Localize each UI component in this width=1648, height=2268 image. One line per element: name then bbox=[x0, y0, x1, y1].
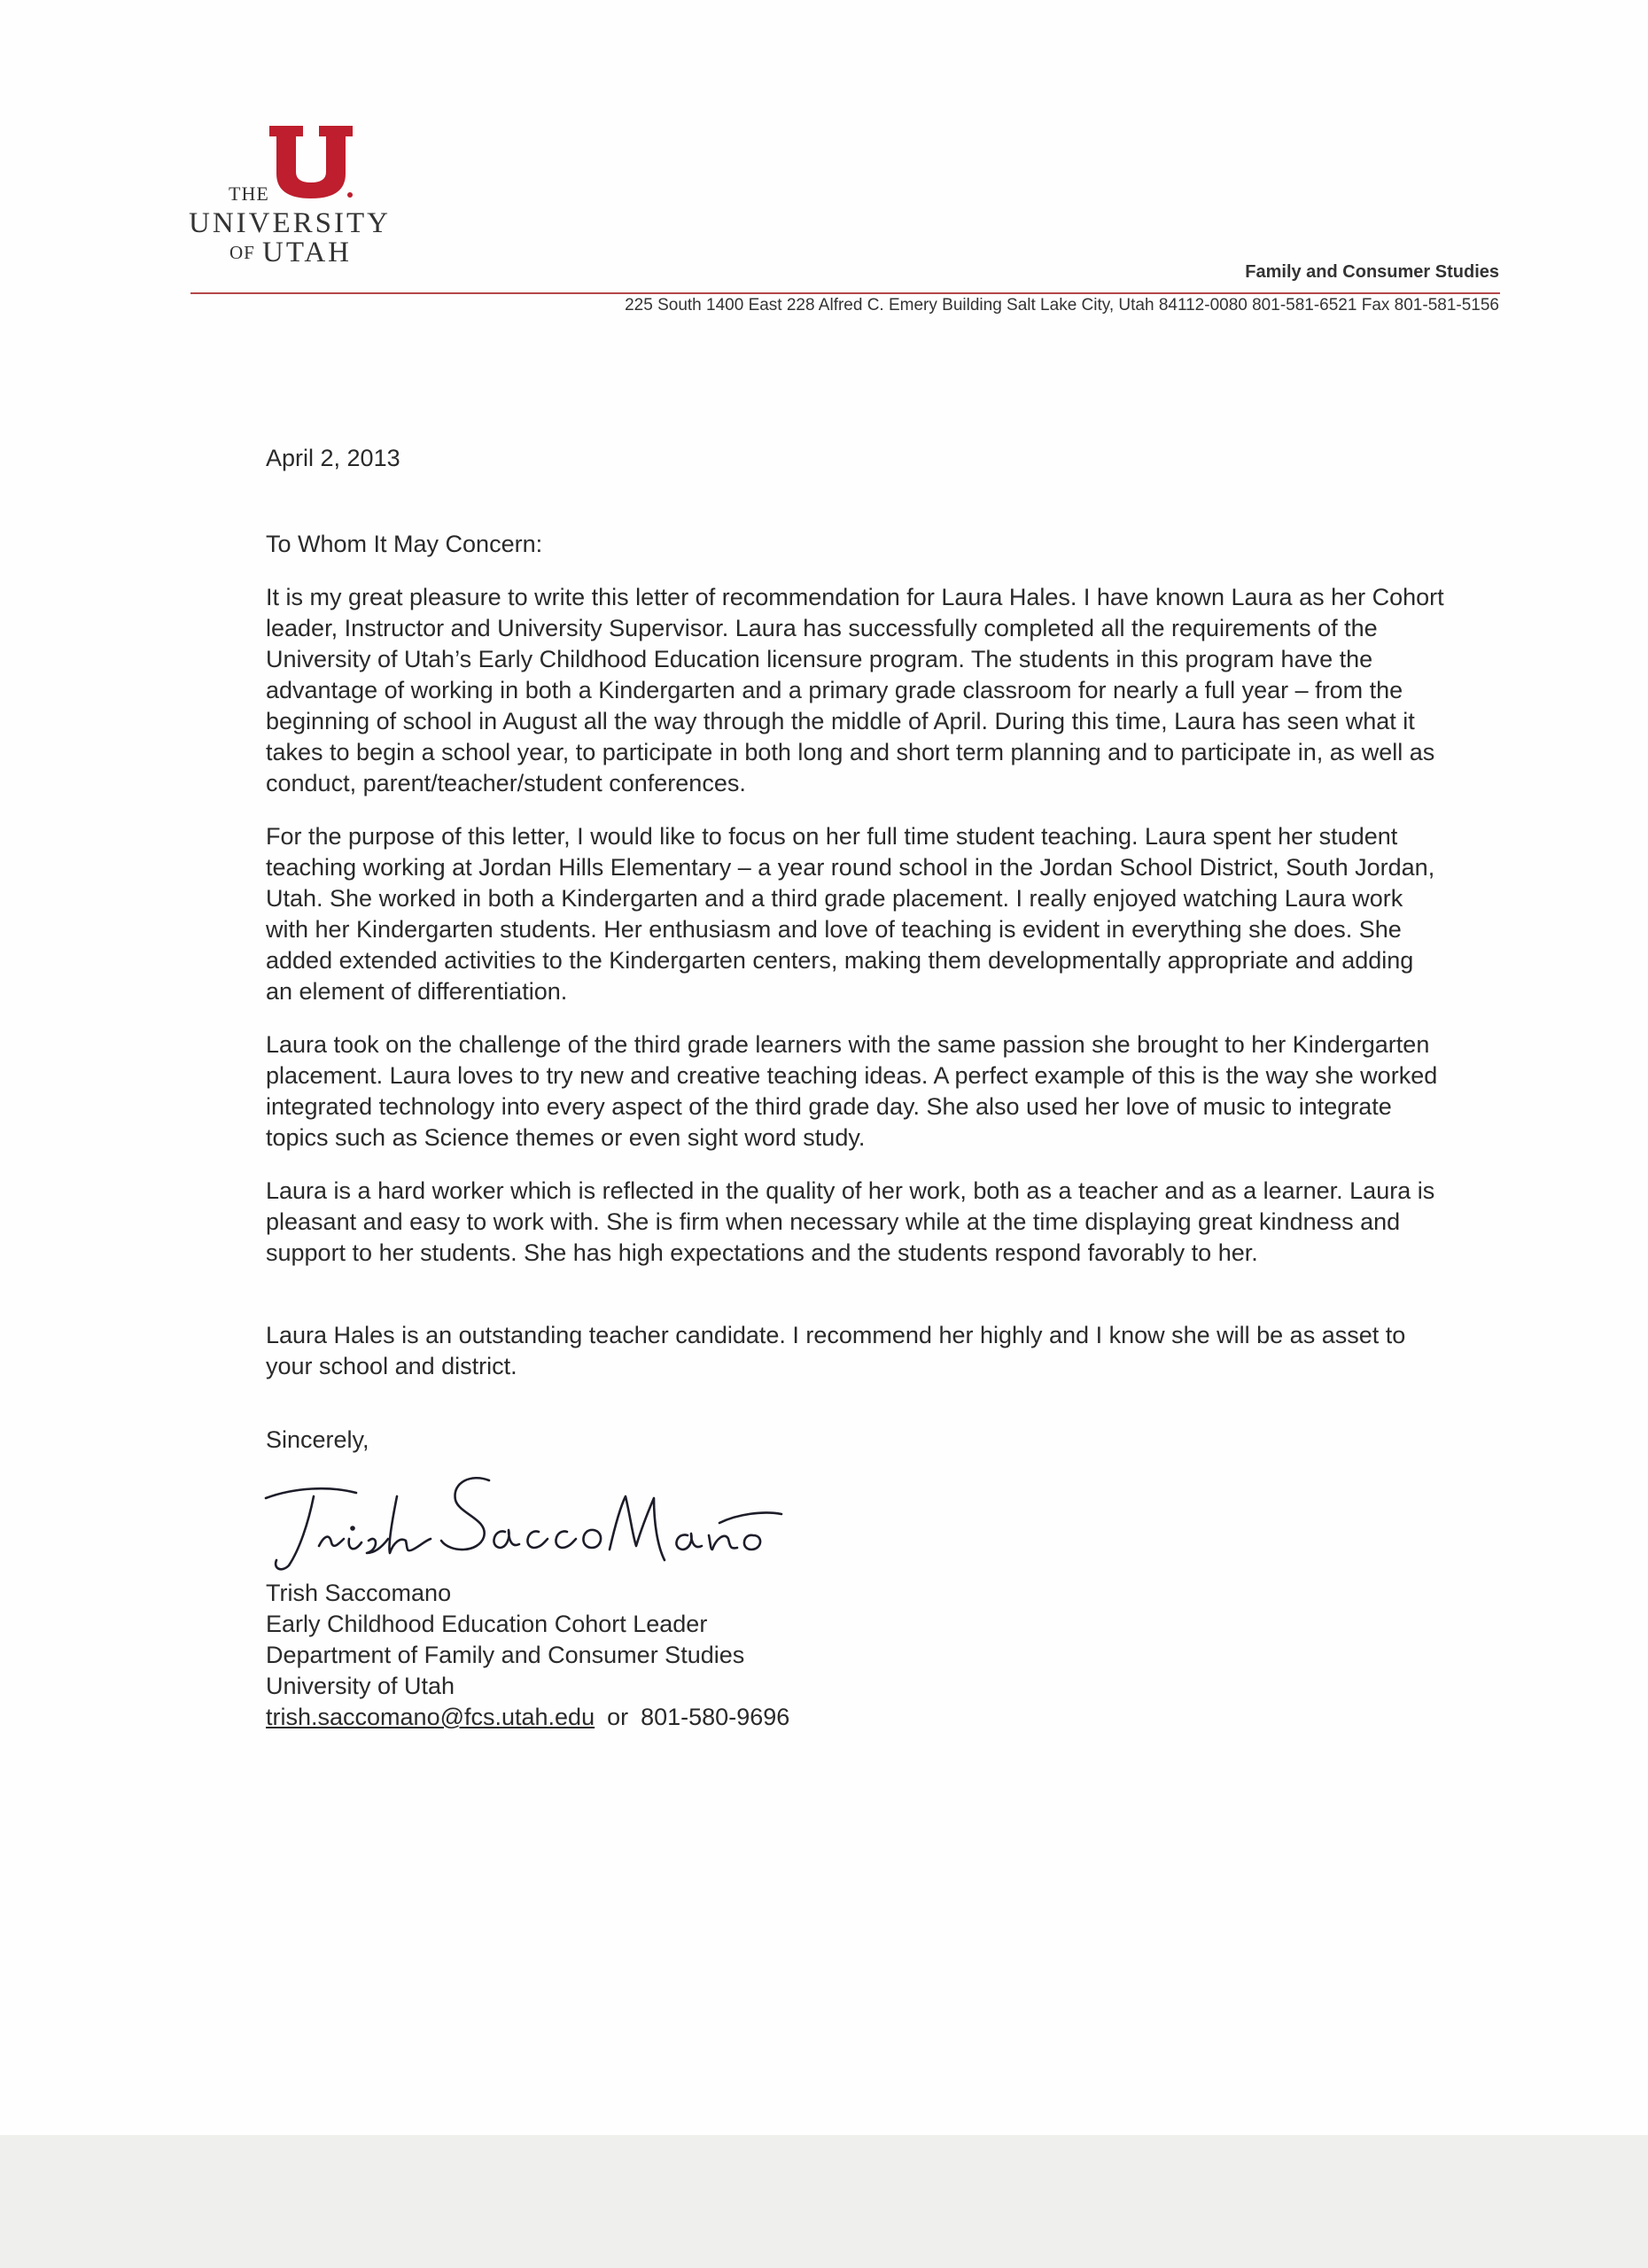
logo-university-text: UNIVERSITY bbox=[189, 207, 391, 239]
signer-block bbox=[266, 1578, 1444, 1733]
letterhead-divider bbox=[190, 292, 1500, 294]
letter-paragraph-1: It is my great pleasure to write this letter of recommendation for Laura Hales. I have known Laura as her Cohort leader, Instructor and University Supervisor. Laura has successfully completed all the requirements of the University of Utah’s Early Childhood Education licensure program. The students in this program have the advantage of working in both a Kindergarten and a primary grade classroom for nearly a full year – from the beginning of school in August all the way through the middle of April. During this time, Laura has seen what it takes to begin a school year, to participate in both long and short term planning and to participate in, as well as conduct, parent/teacher/student conferences. bbox=[266, 584, 1444, 796]
signer-email-link[interactable]: trish.saccomano@fcs.utah.edu bbox=[266, 1704, 595, 1730]
scan-background bbox=[0, 2135, 1648, 2268]
handwritten-signature bbox=[223, 1461, 790, 1576]
letter-closing: Sincerely, bbox=[266, 1426, 369, 1453]
signer-contact bbox=[266, 1702, 1444, 1733]
letter-paragraph-5: Laura Hales is an outstanding teacher candidate. I recommend her highly and I know she will be as asset to your school and district. bbox=[266, 1322, 1406, 1379]
letterhead-department: Family and Consumer Studies bbox=[1245, 262, 1499, 282]
logo-of-text: OF bbox=[229, 242, 255, 263]
letter-paragraph-4: Laura is a hard worker which is reflected in the quality of her work, both as a teacher and as a learner. Laura is pleasant and easy to work with. She is firm when necessary while at the time displaying great kindness and support to her students. She has high expectations and the students respond favorably to her. bbox=[266, 1177, 1435, 1266]
letter-paragraph-3: Laura took on the challenge of the third grade learners with the same passion she brought to her Kindergarten placement. Laura loves to try new and creative teaching ideas. A perfect example of this is the way she worked integrated technology into every aspect of the third grade day. She also used her love of music to integrate topics such as Science themes or even sight word study. bbox=[266, 1031, 1438, 1151]
signer-name: Trish Saccomano bbox=[266, 1580, 452, 1606]
letter-salutation: To Whom It May Concern: bbox=[266, 531, 543, 557]
contact-separator: or bbox=[607, 1704, 629, 1730]
signer-department: Department of Family and Consumer Studies bbox=[266, 1642, 745, 1668]
letter-body bbox=[266, 443, 1444, 1733]
signer-title: Early Childhood Education Cohort Leader bbox=[266, 1611, 708, 1637]
letter-paragraph-2: For the purpose of this letter, I would like to focus on her full time student teaching. Laura spent her student teaching working at Jordan Hills Elementary – a year round school in the Jordan School District, South Jordan, Utah. She worked in both a Kindergarten and a third grade placement. I really enjoyed watching Laura work with her Kindergarten students. Her enthusiasm and love of teaching is evident in everything she does. She added extended activities to the Kindergarten centers, making them developmentally appropriate and adding an element of differentiation. bbox=[266, 823, 1435, 1005]
logo-utah-text: UTAH bbox=[262, 237, 353, 268]
logo-the-text: THE bbox=[229, 183, 269, 205]
signer-phone: 801-580-9696 bbox=[641, 1704, 790, 1730]
letterhead-address: 225 South 1400 East 228 Alfred C. Emery Building Salt Lake City, Utah 84112-0080 801-581-6521 Fax 801-581-5156 bbox=[625, 296, 1499, 315]
signer-institution: University of Utah bbox=[266, 1673, 455, 1699]
university-u-logo-icon bbox=[268, 126, 354, 198]
letter-date: April 2, 2013 bbox=[266, 445, 400, 471]
